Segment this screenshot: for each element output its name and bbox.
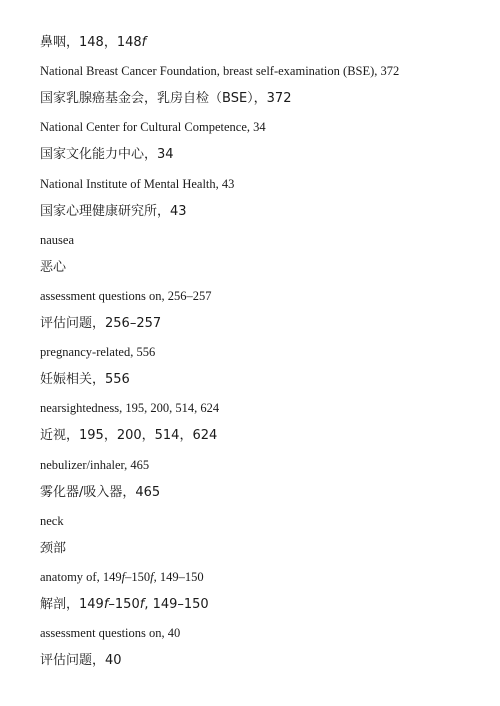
index-entry-text: National Breast Cancer Foundation, breast self-examination (BSE), 372 (40, 64, 400, 79)
index-entry (40, 204, 187, 220)
index-entry-text: neck (40, 513, 64, 528)
index-entry-text: 国家文化能力中心，34 (40, 147, 174, 163)
index-entry (40, 176, 234, 192)
index-entry-text: assessment questions on, 40 (40, 626, 181, 641)
index-entry (40, 569, 204, 585)
index-entry-text: , 149–150 (144, 597, 209, 612)
index-entry-text: f (150, 569, 154, 584)
index-entry (40, 119, 266, 135)
index-entry-text: 国家心理健康研究所，43 (40, 203, 187, 219)
index-entry (40, 35, 146, 51)
index-entry (40, 63, 399, 79)
index-entry (40, 541, 66, 557)
index-entry-text: 解剖，149 (40, 597, 104, 612)
index-entry-text: 评估问题，256–257 (40, 316, 162, 331)
index-entry-text: f (141, 35, 147, 50)
index-entry (40, 513, 64, 529)
index-entry (40, 288, 212, 304)
index-entry-text: assessment questions on, 256–257 (40, 288, 212, 303)
index-entry (40, 625, 180, 641)
index-entry-text: f (139, 597, 145, 612)
index-entry-text: anatomy of, 149 (40, 569, 122, 584)
index-entry-text: National Center for Cultural Competence, 34 (40, 120, 266, 135)
index-entry (40, 232, 74, 248)
index-entry-text: 恶心 (40, 259, 67, 275)
index-entry-text: 评估问题，40 (40, 653, 122, 669)
index-entry-text: pregnancy-related, 556 (40, 345, 156, 360)
index-entry-text: , 149–150 (153, 569, 204, 584)
index-entry-text: f (121, 569, 126, 584)
index-entry-text: –150 (125, 569, 151, 584)
index-entry-text: nearsightedness, 195, 200, 514, 624 (40, 401, 220, 416)
index-entry (40, 485, 160, 501)
index-entry (40, 597, 209, 613)
index-entry (40, 344, 155, 360)
index-entry-text: nausea (40, 232, 75, 247)
index-entry-text: 近视，195，200，514，624 (40, 428, 218, 444)
index-entry-text: 妊娠相关，556 (40, 372, 130, 388)
index-entry-text: 雾化器/吸入器，465 (40, 484, 161, 500)
index-entry-text: nebulizer/inhaler, 465 (40, 457, 150, 472)
index-entry-text: –150 (108, 597, 140, 612)
index-entry-text: 国家乳腺癌基金会，乳房自检（BSE），372 (40, 91, 292, 107)
index-entry (40, 91, 291, 107)
index-entry-text: 颈部 (40, 540, 67, 556)
index-entry-text: f (103, 597, 109, 612)
index-entry-text: National Institute of Mental Health, 43 (40, 176, 235, 191)
index-entry (40, 260, 66, 276)
index-entry (40, 316, 161, 332)
index-entry (40, 428, 217, 444)
index-entry (40, 147, 174, 163)
index-entry (40, 400, 219, 416)
index-entry (40, 653, 122, 669)
index-entry (40, 457, 149, 473)
index-entry-text: 鼻咽，148，148 (40, 35, 142, 50)
index-entry (40, 372, 130, 388)
